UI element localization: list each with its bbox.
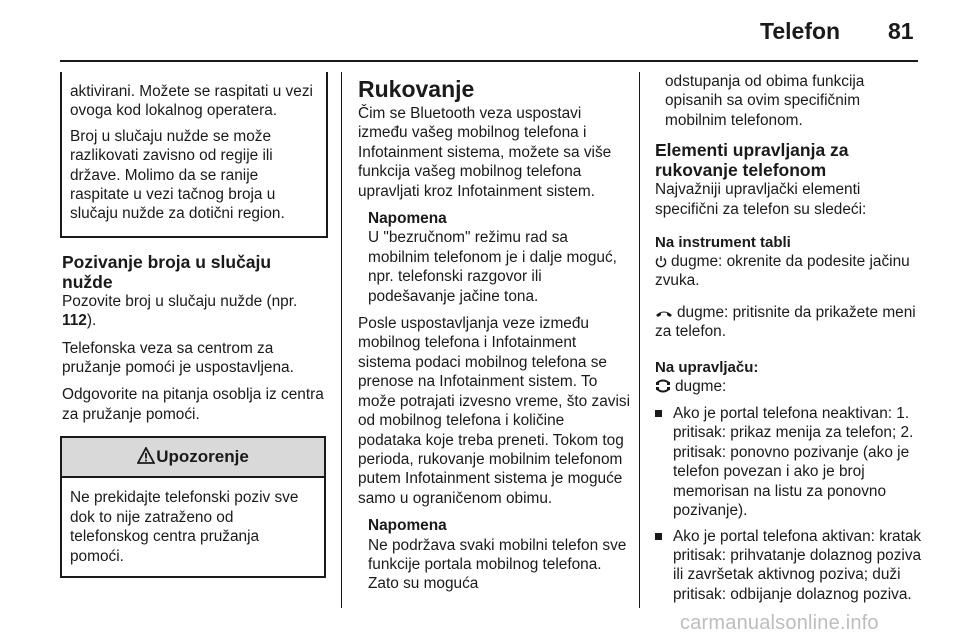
emergency-paragraph-3: Odgovorite na pitanja osoblja iz centra za pružanje pomoći. [62, 386, 324, 423]
operation-paragraph-1: Čim se Bluetooth veza uspostavi između vašeg mobilnog telefona i Infotainment sistema, možete sa više funkcija vašeg mobilnog telefona upravljati kroz Infotainment sistem. [358, 105, 612, 200]
item-phone-button: dugme: pritisnite da prikažete meni za telefon. [655, 303, 916, 341]
column-divider-1 [341, 72, 342, 608]
subheading-instrument-panel: Na instrument tabli [655, 234, 791, 252]
section-title-emergency: Pozivanje broja u slučaju nužde [62, 251, 272, 292]
column-right [655, 72, 923, 610]
note-2-continued: odstupanja od obima funkcija opisanih sa ovim specifičnim mobilnim telefonom. [665, 73, 865, 129]
warning-body [62, 478, 324, 576]
subheading-steering-wheel: Na upravljaču: [655, 358, 759, 376]
section-title-operation: Rukovanje [358, 76, 475, 102]
warning-title: Upozorenje [156, 447, 249, 467]
note-1-title: Napomena [368, 210, 447, 228]
emergency-paragraph-1: Pozovite broj u slučaju nužde (npr. 112). [62, 292, 298, 330]
page-number: 81 [888, 18, 914, 44]
column-left [62, 72, 324, 578]
item-power-button: dugme: okrenite da podesite jačinu zvuka. [655, 253, 910, 290]
warning-box [60, 436, 326, 578]
note-1-text: U "bezručnom" režimu rad sa mobilnim telefonom je i dalje moguć, npr. telefonski razgovor ili podešavanje jačine tona. [368, 229, 617, 305]
page-title: Telefon [760, 18, 841, 44]
warning-triangle-icon [137, 447, 155, 464]
warning-text: Ne prekidajte telefonski poziv sve dok to nije zatraženo od telefonskog centra pružanja pomoći. [70, 489, 299, 565]
continued-note-box [60, 72, 328, 238]
watermark: carmanualsonline.info [680, 612, 879, 634]
note-2-title: Napomena [368, 517, 447, 535]
bullet-item-inactive: Ako je portal telefona neaktivan: 1. pritisak: prikaz menija za telefon; 2. pritisak: ponovno pozivanje (ako je telefon povezan i ako je broj memorisan na listu za ponovno pozivanje). [655, 404, 923, 520]
controls-intro: Najvažniji upravljački elementi specifični za telefon su sledeći: [655, 181, 867, 218]
box-paragraph-1: aktivirani. Možete se raspitati u vezi ovoga kod lokalnog operatera. [70, 83, 313, 120]
note-2 [358, 516, 630, 594]
column-divider-2 [639, 72, 640, 608]
column-middle [358, 76, 630, 602]
header-divider [60, 60, 918, 62]
operation-paragraph-2: Posle uspostavljanja veze između mobilnog telefona i Infotainment sistema podaci mobilnog telefona se prenose na Infotainment sistem. To može potrajati izvesno vreme, što zavisi od mobilnog telefona i količine podataka koje treba preneti. Tokom tog perioda, rukovanje mobilnim telefonom putem Infotainment sistema je moguće samo u ograničenom obimu. [358, 315, 631, 507]
bullet-square-icon [655, 410, 662, 417]
phone-icon [655, 309, 673, 319]
bullet-item-active: Ako je portal telefona aktivan: kratak pritisak: prihvatanje dolaznog poziva ili završetak aktivnog poziva; duži pritisak: odbijanje dolaznog poziva. [655, 527, 923, 605]
section-title-controls: Elementi upravljanja za rukovanje telefonom [655, 140, 849, 181]
emergency-paragraph-2: Telefonska veza sa centrom za pružanje pomoći je uspostavljena. [62, 339, 294, 377]
warning-header [62, 438, 324, 478]
box-paragraph-2: Broj u slučaju nužde se može razlikovati zavisno od regije ili države. Molimo da se ranije raspitate u vezi tačnog broja u slučaju nužde za dotični region. [70, 127, 285, 223]
bullet-square-icon [655, 533, 662, 540]
phone-call-end-icon [655, 379, 671, 393]
power-icon [655, 255, 667, 268]
item-wheel-button: dugme: [655, 377, 923, 396]
note-2-text: Ne podržava svaki mobilni telefon sve funkcije portala mobilnog telefona. Zato su moguća [368, 536, 627, 593]
note-1 [358, 209, 630, 306]
